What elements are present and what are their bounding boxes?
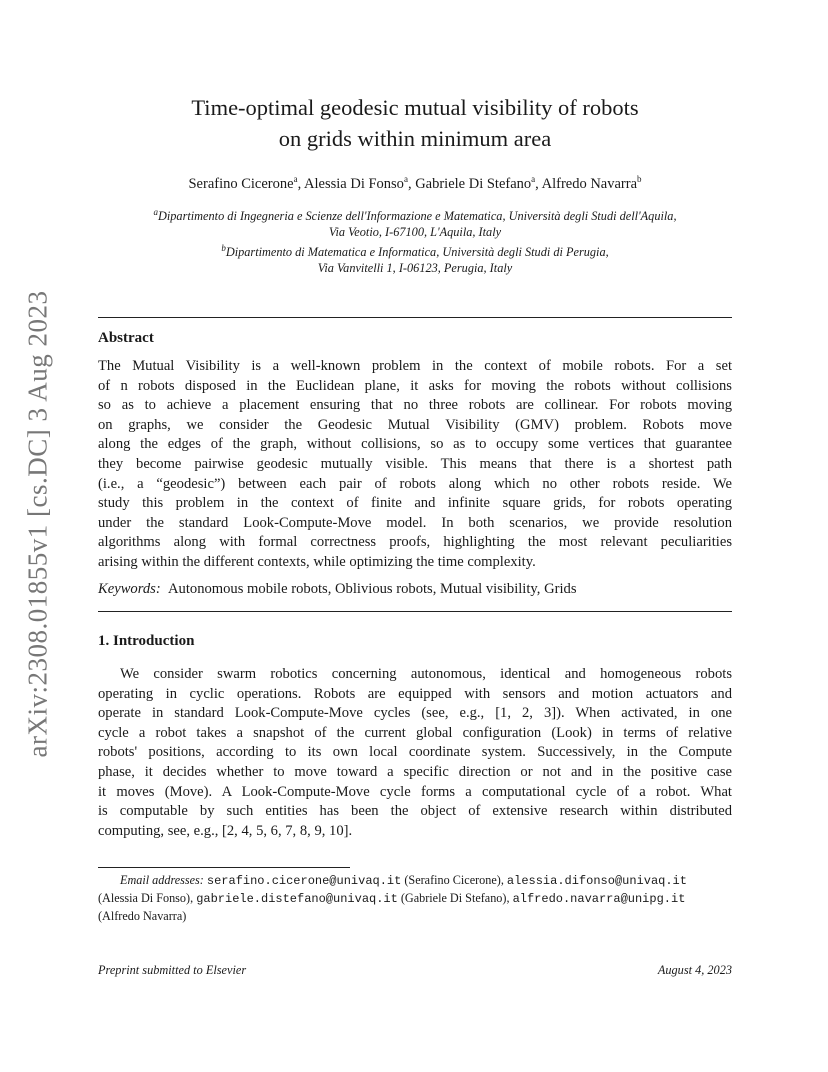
intro-line: operate in standard Look-Compute-Move cycles (see, e.g., [1, 2, 3]). When activated, in one (98, 705, 732, 722)
author: Alfredo Navarra (541, 175, 638, 192)
abstract-line: so as to achieve a placement ensuring that no three robots are collinear. For robots moving (98, 397, 732, 414)
footnote-line-2 (98, 890, 732, 908)
abstract-body (98, 357, 732, 573)
abstract-line: they become pairwise geodesic mutually visible. This means that there is a shortest path (98, 455, 732, 472)
author-affil-mark: a (403, 174, 408, 184)
footnote-name: (Alessia Di Fonso), (98, 891, 194, 905)
affiliation-a-line-2: Via Veotio, I-67100, L'Aquila, Italy (328, 225, 502, 240)
arxiv-identifier: arXiv:2308.01855v1 [cs.DC] 3 Aug 2023 (22, 290, 53, 758)
title-line-1: Time-optimal geodesic mutual visibility of robots (191, 95, 639, 120)
affiliations (98, 204, 732, 276)
author-list: Serafino Cicerone$^a$, Alessia Di Fonso$^a$, Gabriele Di Stefano$^a$, Alfredo Navarra$^b$ (188, 174, 642, 192)
abstract-line: on graphs, we consider the Geodesic Mutual Visibility (GMV) problem. Robots move (98, 416, 732, 433)
footnote-name: (Serafino Cicerone), (404, 873, 504, 887)
affiliation-b-line-1 (98, 240, 732, 260)
author-affil-mark: a (531, 174, 536, 184)
email-link[interactable]: alfredo.navarra@unipg.it (512, 892, 686, 906)
affil-mark: b (221, 243, 226, 254)
intro-line: computing, see, e.g., [2, 4, 5, 6, 7, 8, 9, 10]. (98, 822, 353, 839)
abstract-line: of n robots disposed in the Euclidean plane, it asks for moving the robots without collisions (98, 377, 732, 394)
affiliation-a-line-1 (98, 204, 732, 224)
affil-mark: a (153, 207, 158, 217)
paper-title (98, 92, 732, 154)
intro-line: cycle a robot takes a snapshot of the current global configuration (Look) in terms of relative (98, 724, 732, 741)
footnote-label: Email addresses: (120, 873, 204, 887)
author: Alessia Di Fonso (304, 175, 404, 192)
footnote-line-1 (98, 872, 732, 890)
preprint-notice: Preprint submitted to Elsevier (98, 963, 247, 977)
title-line-2: on grids within minimum area (278, 126, 552, 151)
intro-line: it moves (Move). A Look-Compute-Move cycle forms a computational cycle of a robot. What (98, 783, 732, 800)
author-affil-mark: a (293, 174, 298, 184)
intro-line: operating in cyclic operations. Robots are equipped with sensors and motion actuators and (98, 685, 732, 702)
abstract-line: along the edges of the graph, without collisions, so as to occupy some vertices that guarantee (98, 436, 732, 453)
affil-text: Dipartimento di Ingegneria e Scienze dell'Informazione e Matematica, Università degli Studi dell'Aquila, (157, 209, 677, 224)
abstract-line: arising within the different contexts, while optimizing the time complexity. (98, 553, 536, 570)
author: Gabriele Di Stefano (415, 175, 532, 192)
author-affil-mark: b (637, 174, 642, 184)
footnote-emails (98, 872, 732, 925)
footnote-name: (Gabriele Di Stefano), (400, 891, 510, 905)
keywords-text: Autonomous mobile robots, Oblivious robots, Mutual visibility, Grids (168, 581, 577, 597)
abstract-heading: Abstract (98, 330, 154, 346)
introduction-heading: 1. Introduction (98, 633, 195, 649)
keywords-label: Keywords: (98, 581, 161, 597)
preprint-date: August 4, 2023 (657, 963, 732, 977)
abstract-line: study this problem in the context of finite and infinite square grids, for robots operating (98, 495, 732, 512)
email-link[interactable]: serafino.cicerone@univaq.it (206, 874, 402, 888)
arxiv-sidebar (0, 0, 72, 1072)
intro-line: is computable by such entities has been the object of extensive research within distributed (98, 803, 732, 820)
footnote-rule (98, 867, 350, 868)
intro-line: phase, it decides whether to move toward a specific direction or not and in the positive case (98, 763, 732, 780)
introduction-body (98, 665, 732, 841)
abstract-top-rule (98, 317, 732, 318)
abstract-bottom-rule (98, 611, 732, 612)
affiliation-b-line-2: Via Vanvitelli 1, I-06123, Perugia, Italy (317, 261, 513, 276)
affil-text: Dipartimento di Matematica e Informatica, Università degli Studi di Perugia, (225, 245, 609, 260)
intro-line: robots' positions, according to its own local coordinate system. Successively, in the Compute (98, 744, 732, 761)
email-link[interactable]: gabriele.distefano@univaq.it (196, 892, 398, 906)
abstract-line: algorithms along with formal correctness proofs, highlighting the most relevant peculiarities (98, 534, 732, 551)
abstract-line: under the standard Look-Compute-Move model. In both scenarios, we provide resolution (98, 514, 732, 531)
footnote-line-3: (Alfredo Navarra) (98, 909, 187, 923)
author: Serafino Cicerone (188, 175, 294, 192)
keywords (98, 581, 732, 598)
email-link[interactable]: alessia.difonso@univaq.it (506, 874, 687, 888)
abstract-line: (i.e., a “geodesic”) between each pair of robots along which no other robots reside. We (98, 475, 732, 492)
intro-line: We consider swarm robotics concerning autonomous, identical and homogeneous robots (120, 666, 732, 682)
abstract-line: The Mutual Visibility is a well-known problem in the context of mobile robots. For a set (98, 358, 732, 374)
